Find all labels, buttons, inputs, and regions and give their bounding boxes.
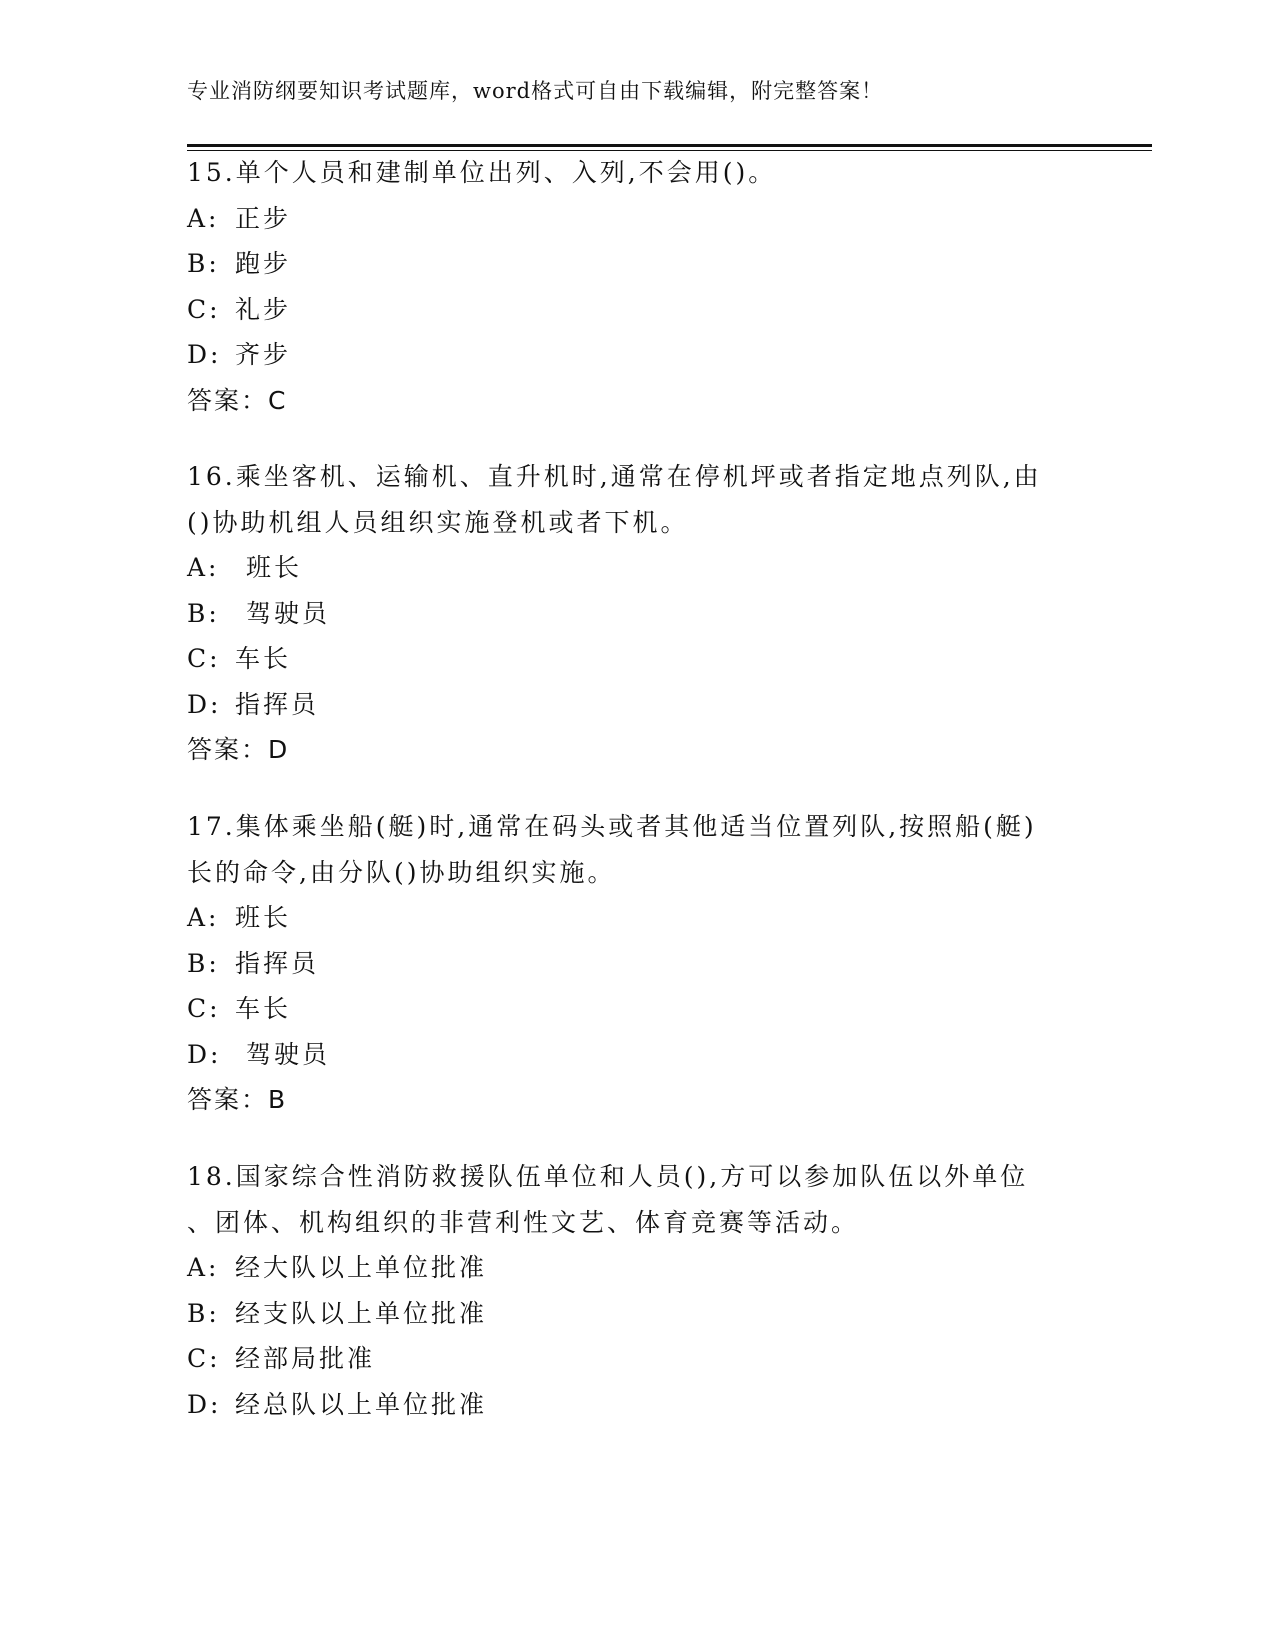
option-letter: A: (187, 1253, 220, 1282)
option-letter: A: (187, 553, 220, 582)
option-text: 指挥员 (235, 948, 320, 978)
page-header: 专业消防纲要知识考试题库，word格式可自由下载编辑，附完整答案！ (187, 79, 884, 103)
option-text: 齐步 (235, 340, 292, 369)
question-stem (187, 1154, 1087, 1245)
question-17 (187, 804, 1087, 1123)
question-stem-line: 、团体、机构组织的非营利性文艺、体育竞赛等活动。 (187, 1207, 860, 1237)
question-stem-line: 17.集体乘坐船(艇)时,通常在码头或者其他适当位置列队,按照船(艇) (187, 812, 1037, 841)
option-text: 正步 (235, 203, 292, 233)
question-18 (187, 1154, 1087, 1427)
option-text: 车长 (235, 994, 292, 1023)
option-c (187, 636, 1087, 682)
option-c (187, 287, 1087, 333)
option-b (187, 591, 1087, 637)
option-b (187, 1291, 1087, 1337)
option-b (187, 241, 1087, 287)
question-stem (187, 150, 1087, 196)
option-letter: C: (187, 294, 221, 324)
option-letter: A: (187, 203, 220, 233)
answer: 答案：D (187, 735, 290, 764)
option-d (187, 682, 1087, 728)
question-stem (187, 454, 1087, 545)
question-stem-line: 18.国家综合性消防救援队伍单位和人员(),方可以参加队伍以外单位 (187, 1162, 1029, 1191)
option-text: 经部局批准 (235, 1344, 376, 1373)
option-text: 经大队以上单位批准 (235, 1253, 488, 1282)
option-letter: C: (187, 644, 221, 673)
answer: 答案：B (187, 1085, 288, 1114)
option-a (187, 545, 1087, 591)
header-rule-thick (187, 144, 1152, 147)
question-stem-line: ()协助机组人员组织实施登机或者下机。 (187, 507, 689, 537)
question-16 (187, 454, 1087, 773)
option-text: 班长 (235, 903, 292, 932)
option-d (187, 1032, 1087, 1078)
option-text: 驾驶员 (235, 1039, 330, 1069)
option-a (187, 1245, 1087, 1291)
option-c (187, 986, 1087, 1032)
option-a (187, 895, 1087, 941)
option-letter: D: (187, 340, 222, 369)
option-letter: B: (187, 948, 220, 978)
option-letter: C: (187, 1344, 221, 1373)
option-letter: D: (187, 1039, 222, 1069)
question-stem (187, 804, 1087, 895)
option-letter: D: (187, 689, 222, 719)
option-text: 经总队以上单位批准 (235, 1389, 488, 1419)
option-text: 班长 (235, 553, 302, 582)
question-stem-line: 15.单个人员和建制单位出列、入列,不会用()。 (187, 158, 777, 187)
question-stem-line: 长的命令,由分队()协助组织实施。 (187, 857, 616, 887)
option-a (187, 196, 1087, 242)
question-stem-line: 16.乘坐客机、运输机、直升机时,通常在停机坪或者指定地点列队,由 (187, 462, 1042, 491)
option-c (187, 1336, 1087, 1382)
option-text: 跑步 (235, 249, 292, 278)
option-letter: B: (187, 598, 220, 628)
option-b (187, 941, 1087, 987)
question-15 (187, 150, 1087, 423)
option-d (187, 332, 1087, 378)
option-text: 指挥员 (235, 689, 320, 719)
option-d (187, 1382, 1087, 1428)
answer: 答案：C (187, 385, 288, 415)
option-text: 驾驶员 (235, 598, 330, 628)
option-letter: A: (187, 903, 220, 932)
option-letter: D: (187, 1389, 222, 1419)
option-letter: C: (187, 994, 221, 1023)
option-letter: B: (187, 249, 220, 278)
option-text: 车长 (235, 644, 292, 673)
option-letter: B: (187, 1298, 220, 1328)
option-text: 经支队以上单位批准 (235, 1298, 488, 1328)
option-text: 礼步 (235, 294, 292, 324)
